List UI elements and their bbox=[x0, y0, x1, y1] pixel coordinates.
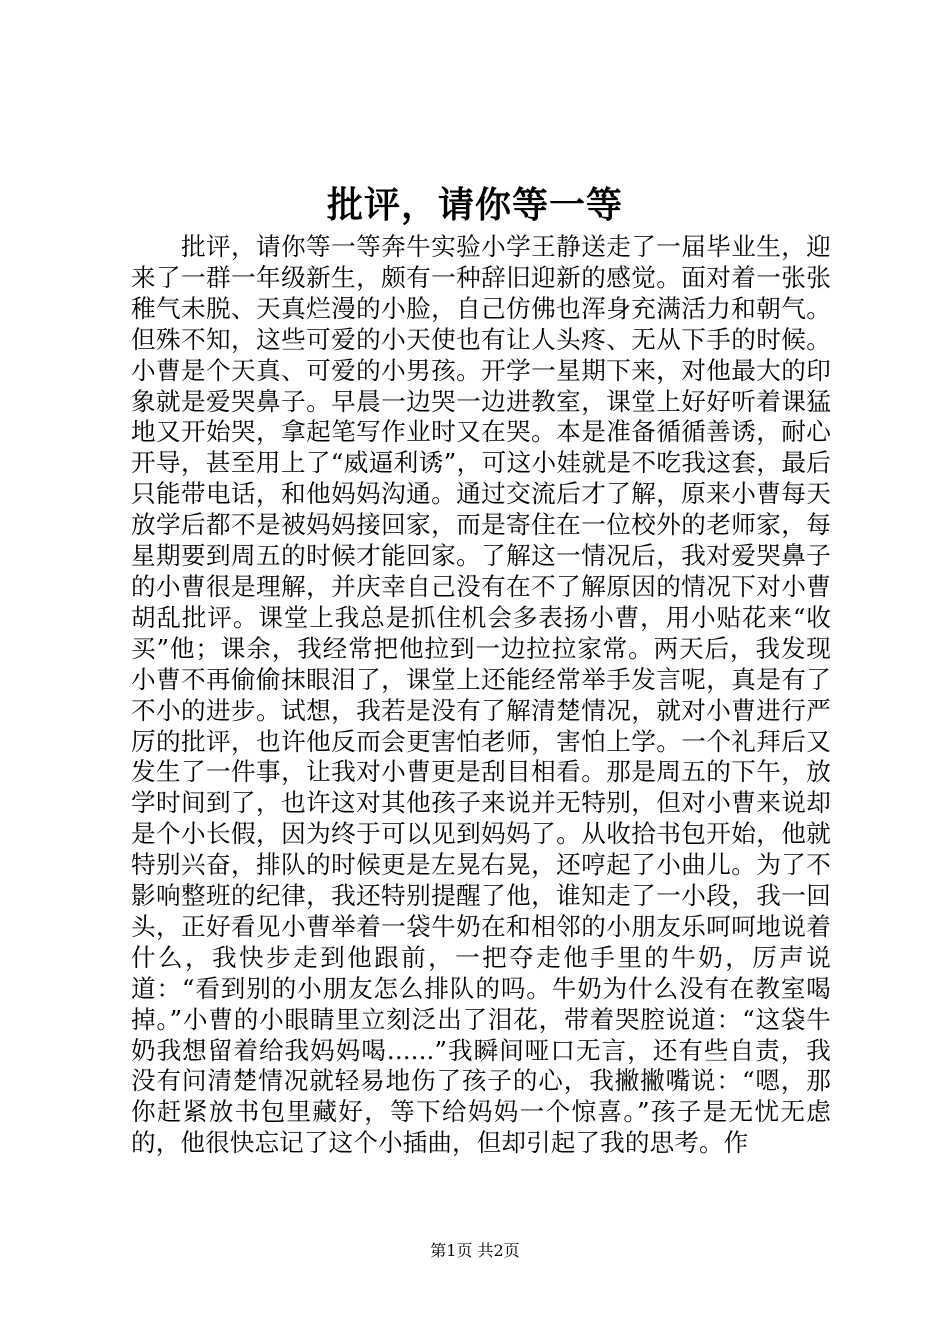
body-paragraph: 批评，请你等一等奔牛实验小学王静送走了一届毕业生，迎来了一群一年级新生，颇有一种辞旧迎新的感觉。面对着一张张稚气未脱、天真烂漫的小脸，自己仿佛也浑身充满活力和朝气。但殊不知，这些可爱的小天使也有让人头疼、无从下手的时候。小曹是个天真、可爱的小男孩。开学一星期下来，对他最大的印象就是爱哭鼻子。早晨一边哭一边进教室，课堂上好好听着课猛地又开始哭，拿起笔写作业时又在哭。本是准备循循善诱，耐心开导，甚至用上了“威逼利诱”，可这小娃就是不吃我这套，最后只能带电话，和他妈妈沟通。通过交流后才了解，原来小曹每天放学后都不是被妈妈接回家，而是寄住在一位校外的老师家，每星期要到周五的时候才能回家。了解这一情况后，我对爱哭鼻子的小曹很是理解，并庆幸自己没有在不了解原因的情况下对小曹胡乱批评。课堂上我总是抓住机会多表扬小曹，用小贴花来“收买”他；课余，我经常把他拉到一边拉拉家常。两天后，我发现小曹不再偷偷抹眼泪了，课堂上还能经常举手发言呢，真是有了不小的进步。试想，我若是没有了解清楚情况，就对小曹进行严厉的批评，也许他反而会更害怕老师，害怕上学。一个礼拜后又发生了一件事，让我对小曹更是刮目相看。那是周五的下午，放学时间到了，也许这对其他孩子来说并无特别，但对小曹来说却是个小长假，因为终于可以见到妈妈了。从收拾书包开始，他就特别兴奋，排队的时候更是左晃右晃，还哼起了小曲儿。为了不影响整班的纪律，我还特别提醒了他，谁知走了一小段，我一回头，正好看见小曹举着一袋牛奶在和相邻的小朋友乐呵呵地说着什么，我快步走到他跟前，一把夺走他手里的牛奶，厉声说道：“看到别的小朋友怎么排队的吗。牛奶为什么没有在教室喝掉。”小曹的小眼睛里立刻泛出了泪花，带着哭腔说道：“这袋牛奶我想留着给我妈妈喝......”我瞬间哑口无言，还有些自责，我没有问清楚情况就轻易地伤了孩子的心，我撇撇嘴说：“嗯，那你赶紧放书包里藏好，等下给妈妈一个惊喜。”孩子是无忧无虑的，他很快忘记了这个小插曲，但却引起了我的思考。作 bbox=[131, 232, 831, 1158]
document-title: 批评，请你等一等 bbox=[326, 184, 623, 226]
page-footer: 第1页 共2页 bbox=[430, 1241, 520, 1260]
